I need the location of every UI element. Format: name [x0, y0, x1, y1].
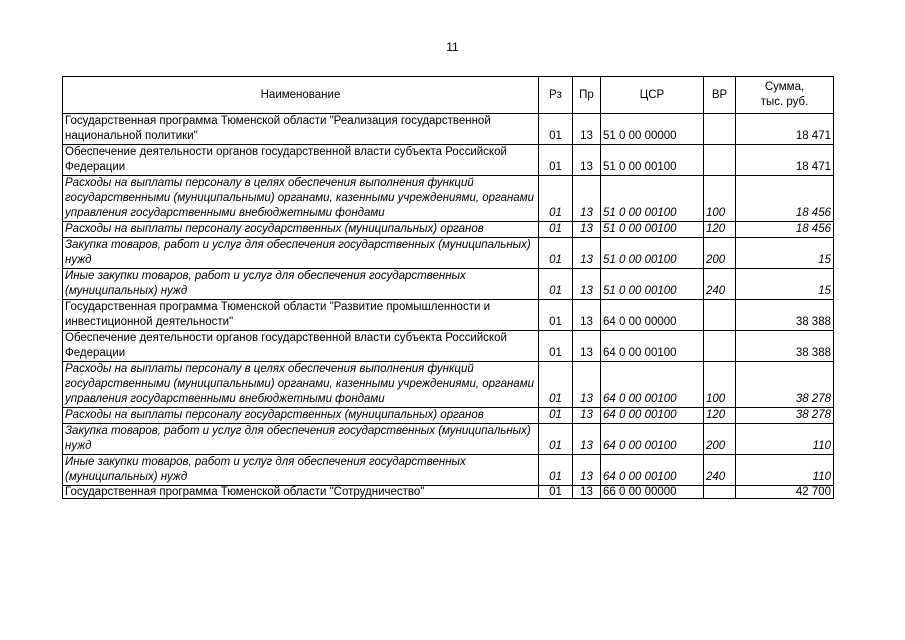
- cell-name: Расходы на выплаты персоналу государственных (муниципальных) органов: [63, 408, 539, 424]
- cell-csr: 51 0 00 00000: [601, 114, 704, 145]
- table-row: [63, 362, 834, 408]
- cell-vr: 120: [704, 222, 736, 238]
- table-row: [63, 114, 834, 145]
- header-rz: Рз: [539, 77, 573, 114]
- cell-rz: 01: [539, 176, 573, 222]
- budget-table: [62, 76, 834, 499]
- cell-vr: 100: [704, 362, 736, 408]
- cell-rz: 01: [539, 114, 573, 145]
- cell-name: Государственная программа Тюменской области "Сотрудничество": [63, 486, 539, 499]
- table-row: [63, 424, 834, 455]
- cell-vr: 120: [704, 408, 736, 424]
- cell-sum: 18 471: [736, 114, 834, 145]
- cell-pr: 13: [573, 114, 601, 145]
- cell-name: Расходы на выплаты персоналу в целях обеспечения выполнения функций государственными (муниципальными) органами, казенными учреждениями, органами управления государственными внебюджетными фондами: [63, 362, 539, 408]
- cell-sum: 15: [736, 269, 834, 300]
- cell-rz: 01: [539, 486, 573, 499]
- cell-name: Государственная программа Тюменской области "Развитие промышленности и инвестиционной деятельности": [63, 300, 539, 331]
- cell-name: Расходы на выплаты персоналу в целях обеспечения выполнения функций государственными (муниципальными) органами, казенными учреждениями, органами управления государственными внебюджетными фондами: [63, 176, 539, 222]
- header-sum-line1: Сумма,: [764, 81, 805, 93]
- cell-vr: [704, 145, 736, 176]
- cell-pr: 13: [573, 269, 601, 300]
- cell-sum: 18 456: [736, 176, 834, 222]
- cell-vr: [704, 300, 736, 331]
- cell-vr: 200: [704, 424, 736, 455]
- cell-csr: 64 0 00 00100: [601, 408, 704, 424]
- cell-pr: 13: [573, 238, 601, 269]
- cell-rz: 01: [539, 238, 573, 269]
- header-vr: ВР: [704, 77, 736, 114]
- cell-csr: 64 0 00 00100: [601, 331, 704, 362]
- cell-vr: 100: [704, 176, 736, 222]
- cell-csr: 66 0 00 00000: [601, 486, 704, 499]
- cell-csr: 64 0 00 00000: [601, 300, 704, 331]
- cell-sum: 38 388: [736, 331, 834, 362]
- cell-name: Закупка товаров, работ и услуг для обеспечения государственных (муниципальных) нужд: [63, 424, 539, 455]
- cell-sum: 15: [736, 238, 834, 269]
- header-csr: ЦСР: [601, 77, 704, 114]
- cell-name: Обеспечение деятельности органов государственной власти субъекта Российской Федерации: [63, 331, 539, 362]
- cell-csr: 64 0 00 00100: [601, 455, 704, 486]
- table-row: [63, 455, 834, 486]
- cell-vr: 240: [704, 455, 736, 486]
- cell-rz: 01: [539, 300, 573, 331]
- cell-sum: 38 388: [736, 300, 834, 331]
- cell-rz: 01: [539, 269, 573, 300]
- cell-sum: 110: [736, 424, 834, 455]
- table-row: [63, 269, 834, 300]
- cell-csr: 51 0 00 00100: [601, 145, 704, 176]
- cell-pr: 13: [573, 455, 601, 486]
- cell-csr: 51 0 00 00100: [601, 269, 704, 300]
- cell-name: Государственная программа Тюменской области "Реализация государственной национальной политики": [63, 114, 539, 145]
- table-row: [63, 408, 834, 424]
- table-row: [63, 238, 834, 269]
- cell-vr: [704, 114, 736, 145]
- header-name: Наименование: [63, 77, 539, 114]
- cell-rz: 01: [539, 408, 573, 424]
- cell-sum: 38 278: [736, 362, 834, 408]
- cell-csr: 64 0 00 00100: [601, 362, 704, 408]
- table-row: [63, 145, 834, 176]
- table-header-row: [63, 77, 834, 114]
- header-pr: Пр: [573, 77, 601, 114]
- cell-name: Обеспечение деятельности органов государственной власти субъекта Российской Федерации: [63, 145, 539, 176]
- cell-sum: 110: [736, 455, 834, 486]
- cell-pr: 13: [573, 222, 601, 238]
- cell-rz: 01: [539, 222, 573, 238]
- cell-vr: [704, 486, 736, 499]
- cell-csr: 51 0 00 00100: [601, 176, 704, 222]
- cell-sum: 18 471: [736, 145, 834, 176]
- header-sum: [736, 77, 834, 114]
- cell-name: Закупка товаров, работ и услуг для обеспечения государственных (муниципальных) нужд: [63, 238, 539, 269]
- table-row: [63, 176, 834, 222]
- cell-pr: 13: [573, 145, 601, 176]
- cell-pr: 13: [573, 331, 601, 362]
- cell-name: Иные закупки товаров, работ и услуг для обеспечения государственных (муниципальных) нужд: [63, 455, 539, 486]
- cell-vr: 240: [704, 269, 736, 300]
- cell-rz: 01: [539, 145, 573, 176]
- cell-rz: 01: [539, 455, 573, 486]
- cell-name: Иные закупки товаров, работ и услуг для обеспечения государственных (муниципальных) нужд: [63, 269, 539, 300]
- cell-vr: 200: [704, 238, 736, 269]
- cell-csr: 64 0 00 00100: [601, 424, 704, 455]
- cell-pr: 13: [573, 408, 601, 424]
- cell-rz: 01: [539, 331, 573, 362]
- cell-pr: 13: [573, 486, 601, 499]
- table-body: [63, 114, 834, 499]
- cell-rz: 01: [539, 362, 573, 408]
- table-row: [63, 486, 834, 499]
- cell-pr: 13: [573, 362, 601, 408]
- table-row: [63, 222, 834, 238]
- cell-name: Расходы на выплаты персоналу государственных (муниципальных) органов: [63, 222, 539, 238]
- cell-sum: 42 700: [736, 486, 834, 499]
- cell-pr: 13: [573, 424, 601, 455]
- page-number: 11: [446, 40, 459, 54]
- cell-csr: 51 0 00 00100: [601, 238, 704, 269]
- cell-vr: [704, 331, 736, 362]
- header-sum-line2: тыс. руб.: [760, 96, 809, 108]
- table-row: [63, 331, 834, 362]
- cell-sum: 38 278: [736, 408, 834, 424]
- table-row: [63, 300, 834, 331]
- cell-csr: 51 0 00 00100: [601, 222, 704, 238]
- cell-sum: 18 456: [736, 222, 834, 238]
- cell-rz: 01: [539, 424, 573, 455]
- cell-pr: 13: [573, 176, 601, 222]
- cell-pr: 13: [573, 300, 601, 331]
